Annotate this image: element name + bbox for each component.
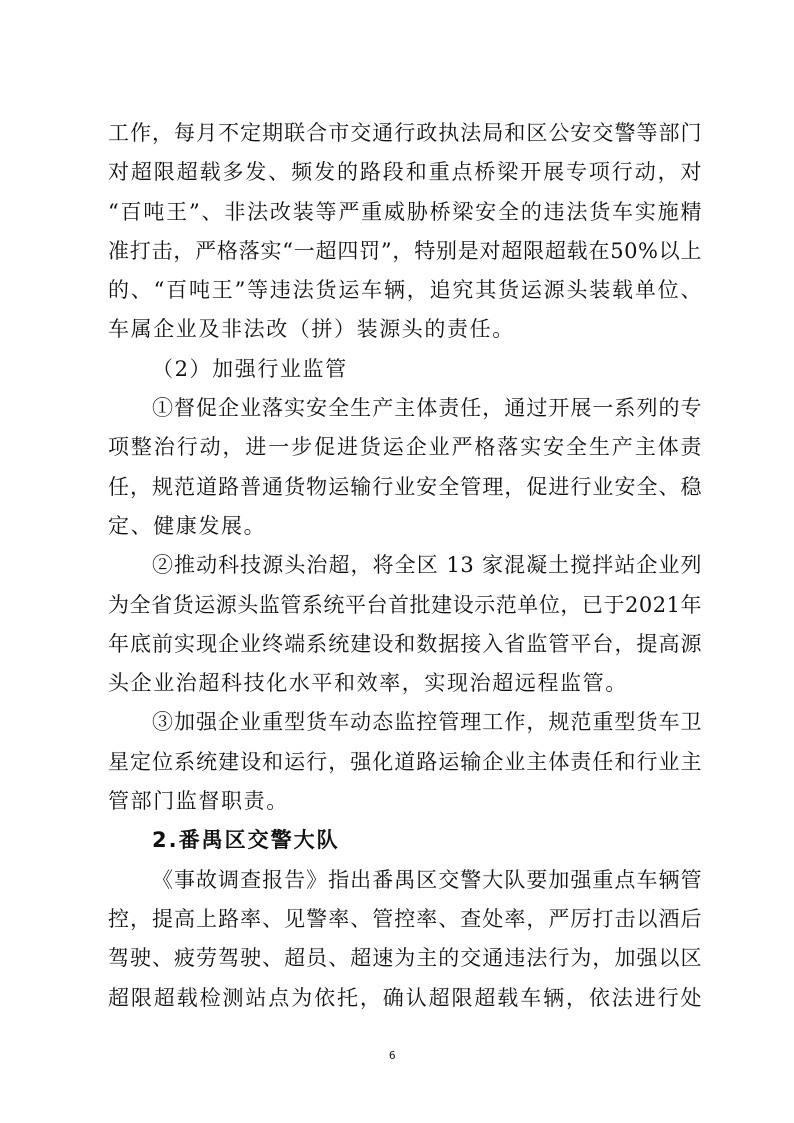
paragraph-line: 任，规范道路普通货物运输行业安全管理，促进行业安全、稳 xyxy=(108,474,702,499)
paragraph-line: 项整治行动，进一步促进货运企业严格落实安全生产主体责 xyxy=(108,435,702,460)
paragraph-line: 工作，每月不定期联合市交通行政执法局和区公安交警等部门 xyxy=(108,121,702,145)
page-number: 6 xyxy=(389,1049,396,1062)
paragraph-line: 头企业治超科技化水平和效率，实现治超远程监管。 xyxy=(108,671,628,696)
paragraph-line: ②推动科技源头治超，将全区 13 家混凝土搅拌站企业列 xyxy=(152,553,702,578)
paragraph-line: 管部门监督职责。 xyxy=(108,789,289,814)
subsection-heading: （2）加强行业监管 xyxy=(152,356,348,381)
paragraph-line: 的、“百吨王”等违法货运车辆，追究其货运源头装载单位、 xyxy=(108,278,702,303)
paragraph-line: ③加强企业重型货车动态监控管理工作，规范重型货车卫 xyxy=(152,710,702,735)
paragraph-line: 为全省货运源头监管系统平台首批建设示范单位，已于2021年 xyxy=(108,592,702,617)
paragraph-line: 星定位系统建设和运行，强化道路运输企业主体责任和行业主 xyxy=(108,749,702,774)
paragraph-line: 《事故调查报告》指出番禺区交警大队要加强重点车辆管 xyxy=(152,867,702,892)
paragraph-line: 超限超载检测站点为依托，确认超限超载车辆，依法进行处 xyxy=(108,985,702,1010)
paragraph-line: 驾驶、疲劳驾驶、超员、超速为主的交通违法行为，加强以区 xyxy=(108,946,702,971)
paragraph-line: 对超限超载多发、频发的路段和重点桥梁开展专项行动，对 xyxy=(108,160,702,185)
paragraph-line: 车属企业及非法改（拼）装源头的责任。 xyxy=(108,317,515,342)
section-heading: 2.番禺区交警大队 xyxy=(152,828,340,853)
paragraph-line: ①督促企业落实安全生产主体责任，通过开展一系列的专 xyxy=(152,396,702,421)
paragraph-line: 定、健康发展。 xyxy=(108,513,267,538)
document-page xyxy=(108,114,702,1018)
paragraph-line: 年底前实现企业终端系统建设和数据接入省监管平台，提高源 xyxy=(108,631,702,656)
paragraph-line: 控，提高上路率、见警率、管控率、查处率，严厉打击以酒后 xyxy=(108,906,702,931)
paragraph-line: 准打击，严格落实“一超四罚”，特别是对超限超载在50%以上 xyxy=(108,238,702,263)
paragraph-line: “百吨王”、非法改装等严重威胁桥梁安全的违法货车实施精 xyxy=(108,199,702,224)
